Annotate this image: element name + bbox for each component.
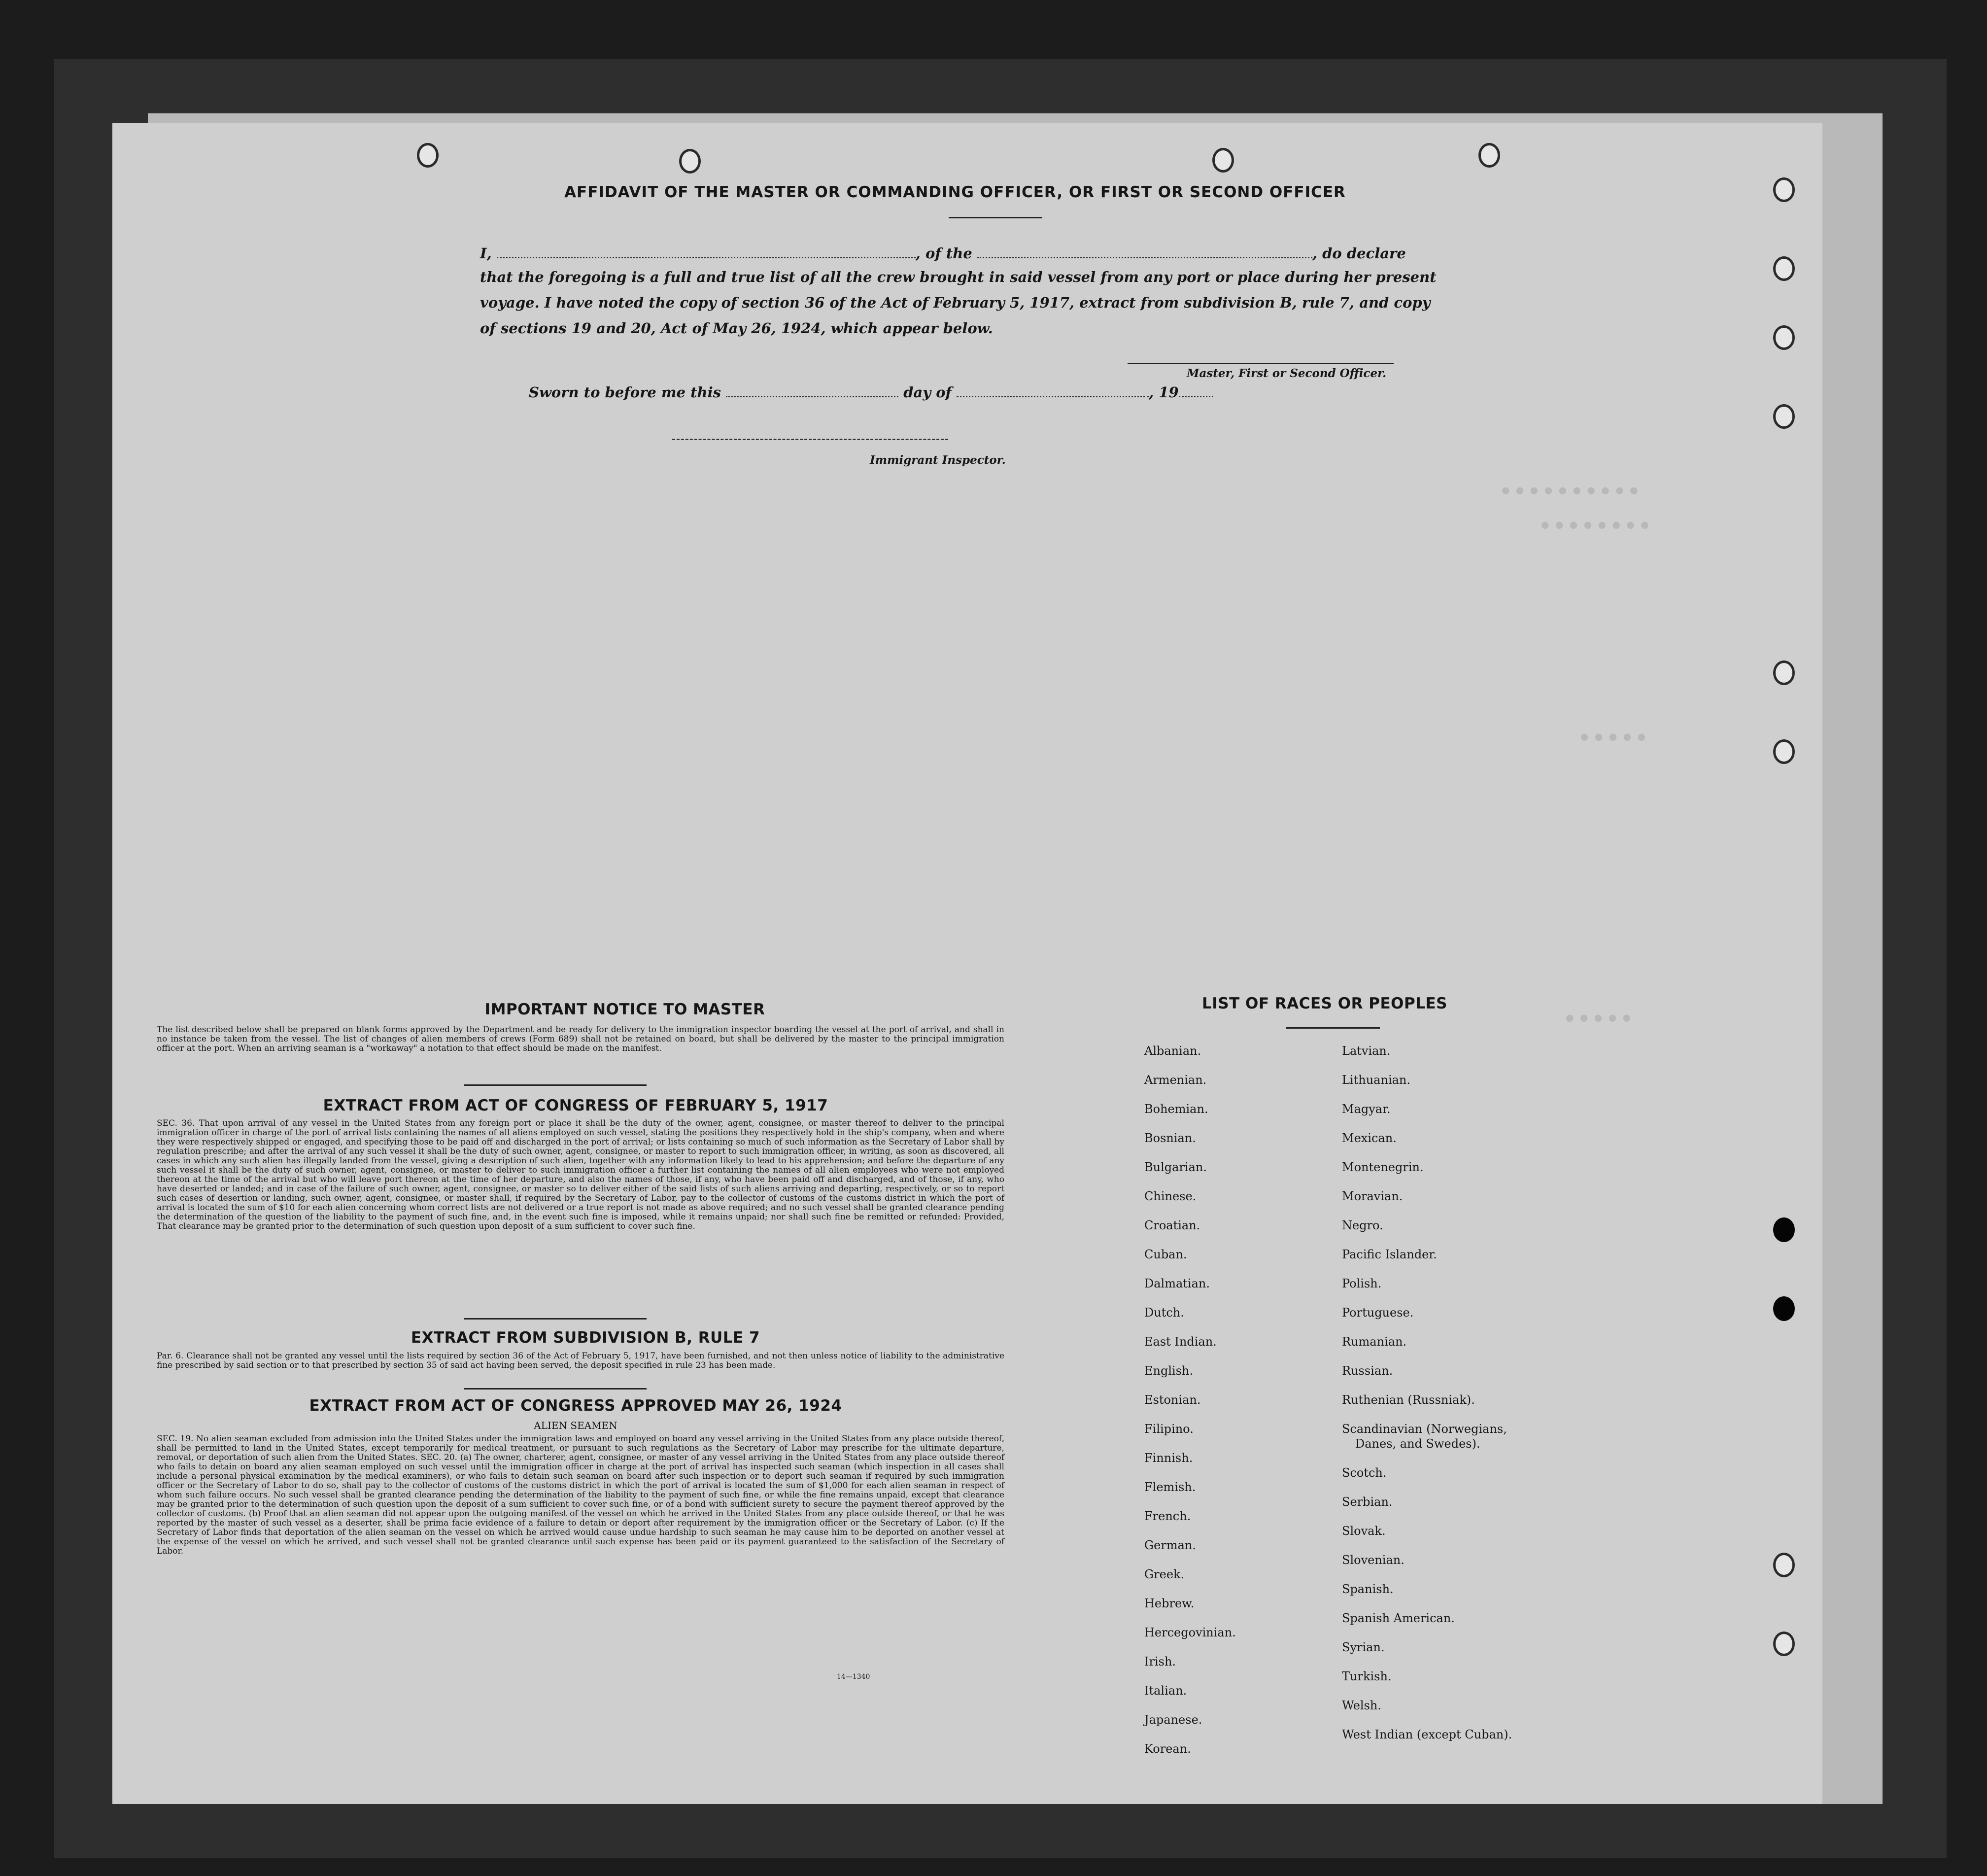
race-item: Estonian. [1144,1393,1201,1407]
notice-text: The list described below shall be prepared on blank forms approved by the Department and be ready for delivery to the immigration inspector boarding the vessel at the port of arrival, and shall in no instance be taken from the vessel. The list of changes of alien members of crews (Form 689) shall not be retained on board, but shall be delivered by the master to the principal immigration officer at the port. When an arriving seaman is a "workaway" a notation to that effect should be made on the manifest. [157,1025,1004,1053]
race-item: Korean. [1144,1742,1191,1756]
binder-hole [1773,660,1795,685]
race-item: Slovak. [1342,1524,1386,1538]
divider [464,1084,647,1086]
race-item: French. [1144,1509,1191,1523]
day-of-label: day of [903,384,952,401]
sworn-year-field[interactable] [1179,393,1213,397]
binder-hole [417,143,439,168]
race-item: Spanish. [1342,1582,1394,1596]
binder-hole-punched [1773,1296,1795,1321]
affidavit-declaration [480,241,1451,341]
declaration-body: that the foregoing is a full and true list of all the crew brought in said vessel from any port or place during her present voyage. I have noted the copy of section 36 of the Act of February 5, 1917, extract from subdivision B, rule 7, and copy of sections 19 and 20, Act of May 26, 1924, which appear below. [480,269,1437,337]
race-item: Rumanian. [1342,1335,1407,1349]
race-item: West Indian (except Cuban). [1342,1728,1512,1741]
race-item: Welsh. [1342,1699,1381,1712]
binder-hole [1773,404,1795,429]
races-title: LIST OF RACES OR PEOPLES [1201,995,1448,1012]
extract-1917-text: SEC. 36. That upon arrival of any vessel in the United States from any foreign port or place it shall be the duty of the owner, agent, consignee, or master thereof to deliver to the principal immigration officer in charge of the port of arrival lists containing the names of all aliens employed on such vessel, stating the positions they respectively hold in the ship's company, when and where they were respectively shipped or engaged, and specifying those to be paid off and discharged in the port of arrival; or lists containing so much of such information as the Secretary of Labor shall by regulation prescribe; and after the arrival of any such vessel it shall be the duty of such owner, agent, consignee, or master to report to such immigration officer, in writing, as soon as discovered, all cases in which any such alien has illegally landed from the vessel, giving a description of such alien, together with any information likely to lead to his apprehension; and before the departure of any such vessel it shall be the duty of such owner, agent, consignee, or master to deliver to such immigration officer a further list containing the names of all alien employees who were not employed thereon at the time of the arrival but who will leave port thereon at the time of her departure, and also the names of those, if any, who have been paid off and discharged, and of those, if any, who have deserted or landed; and in case of the failure of such owner, agent, consignee, or master so to deliver either of the said lists of such aliens arriving and departing, respectively, or so to report such cases of desertion or landing, such owner, agent, consignee, or master shall, if required by the Secretary of Labor, pay to the collector of customs of the customs district in which the port of arrival is located the sum of $10 for each alien concerning whom correct lists are not delivered or a true report is not made as above required; and no such vessel shall be granted clearance pending the determination of the question of the liability to the payment of such fine, and, in the event such fine is imposed, while it remains unpaid; nor shall such fine be remitted or refunded: Provided, That clearance may be granted prior to the determination of such question upon deposit of a sum sufficient to cover such fine. [157,1118,1004,1231]
declaration-i: I, [480,245,492,262]
master-signature-line[interactable] [1128,363,1394,364]
race-item: Finnish. [1144,1451,1193,1465]
manifest-page: ● ● ● ● ● ● ● ● ● ● ● ● ● ● ● ● ● ● ● ● ● ● ● ● ● ● ● ● AFFIDAVIT OF THE MASTER OR COMMANDING OFFICER, OR FIRST OR SECOND OFFICER I, , of the , do declare that the foregoing is a full and true list of all the crew brought in said vessel from any port or place during her present voyage. I have noted the copy of section 36 of the Act of February 5, 1917, extract from subdivision B, rule 7, and copy of sections 19 and 20, Act of May 26, 1924, which appear below. Master, First or Second Officer. Sworn to before me this day of , 19 Immigrant Inspector. IMPORTANT NOTICE TO MASTER The list described below shall be prepared on blank forms approved by the Department and be ready for delivery to the immigration inspector boarding the vessel at the port of arrival, and shall in no instance be taken from the vessel. The list of changes of alien members of crews (Form 689) shall not be retained on board, but shall be delivered by the master to the principal immigration officer at the port. When an arriving seaman is a "workaway" a notation to that effect should be made on the manifest. EXTRACT FROM ACT OF CONGRESS OF FEBRUARY 5, 1917 SEC. 36. That upon arrival of any vessel in the United States from any foreign port or place it shall be the duty of the owner, agent, consignee, or master thereof to deliver to the principal immigration officer in charge of the port of arrival lists containing the names of all aliens employed on such vessel, stating the positions they respectively hold in the ship's company, when and where they were respectively shipped or engaged, and specifying those to be paid off and discharged in the port of arrival; or lists containing so much of such information as the Secretary of Labor shall by regulation prescribe; and after the arrival of any such vessel it shall be the duty of such owner, agent, consignee, or master to report to such immigration officer, in writing, as soon as discovered, all cases in which any such alien has illegally landed from the vessel, giving a description of such alien, together with any information likely to lead to his apprehension; and before the departure of any such vessel it shall be the duty of such owner, agent, consignee, or master to deliver to such immigration officer a further list containing the names of all alien employees who were not employed thereon at the time of the arrival but who will leave port thereon at the time of her departure, and also the names of those, if any, who have been paid off and discharged, and of those, if any, who have deserted or landed; and in case of the failure of such owner, agent, consignee, or master so to deliver either of the said lists of such aliens arriving and departing, respectively, or so to report such cases of desertion or landing, such owner, agent, consignee, or master shall, if required by the Secretary of Labor, pay to the collector of customs of the customs district in which the port of arrival is located the sum of $10 for each alien concerning whom correct lists are not delivered or a true report is not made as above required; and no such vessel shall be granted clearance pending the determination of the question of the liability to the payment of such fine, and, in the event such fine is imposed, while it remains unpaid; nor shall such fine be remitted or refunded: Provided, That clearance may be granted prior to the determination of such question upon deposit of a sum sufficient to cover such fine. EXTRACT FROM SUBDIVISION B, RULE 7 Par. 6. Clearance shall not be granted any vessel until the lists required by section 36 of the Act of February 5, 1917, have been furnished, and not then unless notice of liability to the administrative fine prescribed by said section or to that prescribed by section 35 of said act having been served, the deposit specified in rule 23 has been made. EXTRACT FROM ACT OF CONGRESS APPROVED MAY 26, 1924 ALIEN SEAMEN SEC. 19. No alien seaman excluded from admission into the United States under the immigration laws and employed on board any vessel arriving in the United States from any place outside thereof, shall be permitted to land in the United States, except temporarily for medical treatment, or pursuant to such regulations as the Secretary of Labor may prescribe for the ultimate departure, removal, or deportation of such alien from the United States. SEC. 20. (a) The owner, charterer, agent, consignee, or master of any vessel arriving in the United States from any place outside thereof who fails to detain on board any alien seaman employed on such vessel until the immigration officer in charge at the port of arrival has inspected such seaman (which inspection in all cases shall include a personal physical examination by the medical examiners), or who fails to detain such seaman on board after such inspection or to deport such seaman if required by such immigration officer or the Secretary of Labor to do so, shall pay to the collector of customs of the customs district in which the port of arrival is located the sum of $1,000 for each alien seaman in respect of whom such failure occurs. No such vessel shall be granted clearance pending the determination of the liability to the payment of such fine, or while the fine remains unpaid, except that clearance may be granted prior to the determination of such question upon the deposit of a sum sufficient to cover such fine, or of a bond with sufficient surety to secure the payment thereof approved by the collector of customs. (b) Proof that an alien seaman did not appear upon the outgoing manifest of the vessel on which he arrived in the United States from any place outside thereof, or that he was reported by the master of such vessel as a deserter, shall be prima facie evidence of a failure to detain or deport after requirement by the immigration officer or the Secretary of Labor. (c) If the Secretary of Labor finds that deportation of the alien seaman on the vessel on which he arrived would cause undue hardship to such seaman he may cause him to be deported on another vessel at the expense of the vessel on which he arrived, and such vessel shall not be granted clearance until such expense has been paid or its payment guaranteed to the satisfaction of the Secretary of Labor. 14—1340 LIST OF RACES OR PEOPLES Albanian. Armenian. Bohemian. Bosnian. Bulgarian. Chinese. Croatian. Cuban. Dalmatian. Dutch. East Indian. English. Estonian. Filipino. Finnish. Flemish. French. German. Greek. Hebrew. Hercegovinian. Irish. Italian. Japanese. Korean. Latvian. Lithuanian. Magyar. Mexican. Montenegrin. Moravian. Negro. Pacific Islander. Polish. Portuguese. Rumanian. Russian. Ruthenian (Russniak). Scandinavian (Norwegians, Danes, and Swedes). Scotch. Serbian. Slovak. Slovenian. Spanish. Spanish American. Syrian. Turkish. Welsh. West Indian (except Cuban). [112,123,1822,1804]
race-item: Mexican. [1342,1131,1397,1145]
affidavit-title: AFFIDAVIT OF THE MASTER OR COMMANDING OFFICER, OR FIRST OR SECOND OFFICER [564,183,1346,201]
race-item: Portuguese. [1342,1306,1414,1320]
race-item: Danes, and Swedes). [1355,1437,1480,1451]
race-item: East Indian. [1144,1335,1217,1349]
race-item: Slovenian. [1342,1553,1405,1567]
race-item: Syrian. [1342,1640,1385,1654]
race-item: German. [1144,1538,1196,1552]
sworn-label: Sworn to before me this [529,384,721,401]
race-item: Polish. [1342,1277,1382,1290]
race-item: Negro. [1342,1218,1383,1232]
race-item: Dalmatian. [1144,1277,1210,1290]
race-item: Scotch. [1342,1466,1387,1480]
inspector-signature-label: Immigrant Inspector. [870,453,1006,467]
declaration-line [480,241,1451,266]
form-number: 14—1340 [837,1673,870,1681]
binder-hole [1478,143,1500,168]
binder-hole [679,149,701,174]
race-item: Albanian. [1144,1044,1201,1058]
race-item: Japanese. [1144,1713,1202,1727]
binder-hole-punched [1773,1217,1795,1242]
race-item: Hebrew. [1144,1597,1195,1610]
subdivision-b-title: EXTRACT FROM SUBDIVISION B, RULE 7 [411,1329,760,1347]
race-item: Latvian. [1342,1044,1391,1058]
binder-hole [1773,177,1795,202]
race-item: Lithuanian. [1342,1073,1411,1087]
of-the-label: , of the [915,245,972,262]
race-item: Bosnian. [1144,1131,1196,1145]
race-item: Magyar. [1342,1102,1391,1116]
race-item: Turkish. [1342,1669,1392,1683]
race-item: Bohemian. [1144,1102,1208,1116]
race-item: Scandinavian (Norwegians, [1342,1422,1507,1436]
race-item: Spanish American. [1342,1611,1455,1625]
vessel-field[interactable] [977,254,1312,258]
race-item: Greek. [1144,1567,1185,1581]
sworn-line [529,380,1213,405]
inspector-signature-line[interactable] [672,439,948,440]
name-field[interactable] [497,254,916,258]
race-item: Armenian. [1144,1073,1207,1087]
race-item: Pacific Islander. [1342,1248,1437,1261]
race-item: Cuban. [1144,1248,1187,1261]
notice-title: IMPORTANT NOTICE TO MASTER [484,1001,765,1018]
divider [464,1388,647,1390]
binder-hole [1773,1632,1795,1656]
extract-1917-title: EXTRACT FROM ACT OF CONGRESS OF FEBRUARY 5, 1917 [323,1097,828,1114]
race-item: Russian. [1342,1364,1393,1378]
race-item: English. [1144,1364,1194,1378]
do-declare-label: , do declare [1312,245,1406,262]
race-item: Croatian. [1144,1218,1200,1232]
race-item: Ruthenian (Russniak). [1342,1393,1475,1407]
race-item: Bulgarian. [1144,1160,1207,1174]
year-label: , 19 [1149,384,1179,401]
divider [464,1318,647,1320]
race-item: Dutch. [1144,1306,1184,1320]
sworn-month-field[interactable] [957,393,1149,397]
divider [1286,1027,1380,1029]
subdivision-b-text: Par. 6. Clearance shall not be granted any vessel until the lists required by section 36 of the Act of February 5, 1917, have been furnished, and not then unless notice of liability to the administrative fine prescribed by said section or to that prescribed by section 35 of said act having been served, the deposit specified in rule 23 has been made. [157,1351,1004,1370]
binder-hole [1773,739,1795,764]
race-item: Irish. [1144,1655,1176,1668]
extract-1924-text: SEC. 19. No alien seaman excluded from admission into the United States under the immigration laws and employed on board any vessel arriving in the United States from any place outside thereof, shall be permitted to land in the United States, except temporarily for medical treatment, or pursuant to such regulations as the Secretary of Labor may prescribe for the ultimate departure, removal, or deportation of such alien from the United States. SEC. 20. (a) The owner, charterer, agent, consignee, or master of any vessel arriving in the United States from any place outside thereof who fails to detain on board any alien seaman employed on such vessel until the immigration officer in charge at the port of arrival has inspected such seaman (which inspection in all cases shall include a personal physical examination by the medical examiners), or who fails to detain such seaman on board after such inspection or to deport such seaman if required by such immigration officer or the Secretary of Labor to do so, shall pay to the collector of customs of the customs district in which the port of arrival is located the sum of $1,000 for each alien seaman in respect of whom such failure occurs. No such vessel shall be granted clearance pending the determination of the liability to the payment of such fine, or while the fine remains unpaid, except that clearance may be granted prior to the determination of such question upon the deposit of a sum sufficient to cover such fine, or of a bond with sufficient surety to secure the payment thereof approved by the collector of customs. (b) Proof that an alien seaman did not appear upon the outgoing manifest of the vessel on which he arrived in the United States from any place outside thereof, or that he was reported by the master of such vessel as a deserter, shall be prima facie evidence of a failure to detain or deport after requirement by the immigration officer or the Secretary of Labor. (c) If the Secretary of Labor finds that deportation of the alien seaman on the vessel on which he arrived would cause undue hardship to such seaman he may cause him to be deported on another vessel at the expense of the vessel on which he arrived, and such vessel shall not be granted clearance until such expense has been paid or its payment guaranteed to the satisfaction of the Secretary of Labor. [157,1434,1004,1556]
race-item: Filipino. [1144,1422,1194,1436]
extract-1924-subtitle: ALIEN SEAMEN [534,1420,617,1431]
extract-1924-title: EXTRACT FROM ACT OF CONGRESS APPROVED MAY 26, 1924 [309,1397,842,1415]
race-item: Serbian. [1342,1495,1393,1509]
binder-hole [1773,1553,1795,1577]
divider [949,217,1042,218]
binder-hole [1773,256,1795,281]
sworn-day-field[interactable] [726,393,898,397]
race-item: Moravian. [1342,1189,1403,1203]
race-item: Italian. [1144,1684,1187,1698]
race-item: Montenegrin. [1342,1160,1424,1174]
master-signature-label: Master, First or Second Officer. [1187,367,1387,380]
race-item: Chinese. [1144,1189,1197,1203]
binder-hole [1773,325,1795,350]
race-item: Flemish. [1144,1480,1196,1494]
binder-hole [1212,148,1234,173]
race-item: Hercegovinian. [1144,1626,1236,1639]
